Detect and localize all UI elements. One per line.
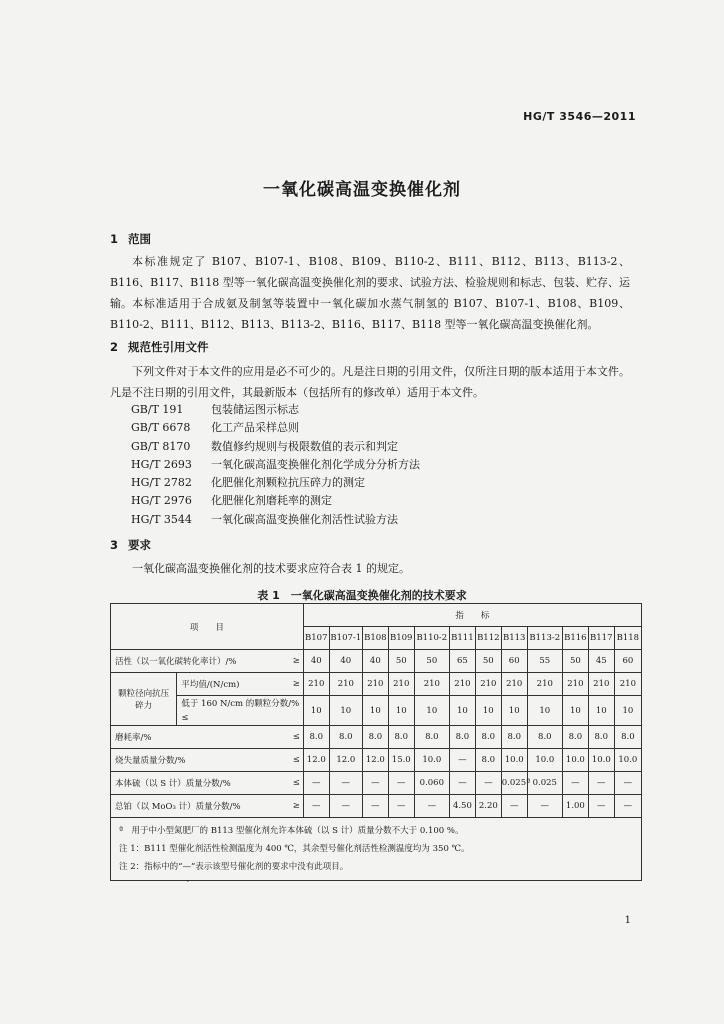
- table-cell: —: [388, 772, 414, 795]
- reference-item: GB/T 8170 数值修约规则与极限数值的表示和判定: [131, 439, 398, 453]
- model-header-cell: B110-2: [414, 627, 449, 650]
- section-title: 规范性引用文件: [128, 340, 209, 354]
- row-operator: ≥: [274, 795, 303, 818]
- table-caption: 表 1 一氧化碳高温变换催化剂的技术要求: [257, 589, 467, 602]
- table-cell: 0.025: [527, 772, 562, 795]
- row-label: 平均值/(N/cm): [177, 673, 274, 696]
- table-cell: —: [588, 795, 614, 818]
- model-header-cell: B113: [501, 627, 527, 650]
- table-cell: 45: [588, 650, 614, 673]
- table-cell: 8.0: [588, 726, 614, 749]
- table-cell: 10: [303, 696, 329, 726]
- table-cell: 8.0: [362, 726, 388, 749]
- table-cell: —: [614, 795, 641, 818]
- table-cell: —: [303, 795, 329, 818]
- table-cell: 210: [527, 673, 562, 696]
- table-cell: 10.0: [527, 749, 562, 772]
- table-notes: [111, 818, 642, 881]
- model-header-cell: B113-2: [527, 627, 562, 650]
- table-cell: 10.0: [562, 749, 588, 772]
- model-header-cell: B111: [449, 627, 475, 650]
- section-number: 1: [110, 232, 119, 246]
- table-row: [111, 696, 642, 726]
- reference-item: HG/T 2782 化肥催化剂颗粒抗压碎力的测定: [131, 476, 365, 490]
- table-cell: 8.0: [562, 726, 588, 749]
- table-cell: 50: [562, 650, 588, 673]
- row-label: 本体硫（以 S 计）质量分数/%: [111, 772, 275, 795]
- table-cell: —: [527, 795, 562, 818]
- table-cell: 10: [388, 696, 414, 726]
- page-number: 1: [624, 915, 631, 926]
- section-title: 要求: [128, 538, 151, 552]
- table-cell: —: [362, 795, 388, 818]
- table-cell: 4.50: [449, 795, 475, 818]
- table-header-row: [111, 604, 642, 627]
- model-header-cell: B118: [614, 627, 641, 650]
- table-cell: 10.0: [501, 749, 527, 772]
- table-cell: 10: [414, 696, 449, 726]
- table-cell: 210: [329, 673, 362, 696]
- table-cell: 210: [475, 673, 501, 696]
- table-cell: 2.20: [475, 795, 501, 818]
- table-cell: 8.0: [388, 726, 414, 749]
- row-operator: ≤: [274, 726, 303, 749]
- section-title: 范围: [128, 232, 151, 246]
- table-cell: 10: [329, 696, 362, 726]
- table-cell: 10: [501, 696, 527, 726]
- table-cell: 8.0: [527, 726, 562, 749]
- table-cell: 8.0: [475, 726, 501, 749]
- table-cell: —: [449, 749, 475, 772]
- table-cell: 210: [562, 673, 588, 696]
- table-row: [111, 673, 642, 696]
- table-cell: 40: [303, 650, 329, 673]
- table-cell: —: [388, 795, 414, 818]
- scope-paragraph-1: 本标准规定了 B107、B107-1、B108、B109、B110-2、B111、B112、B113、B113-2、B116、B117、B118 型等一氧化碳高温变换催化剂的要求、试验方法、检验规则和标志、包装、贮存、运输。: [110, 255, 630, 310]
- section-heading-requirements: [110, 537, 151, 553]
- row-operator: ≤: [274, 749, 303, 772]
- table-cell: 8.0: [303, 726, 329, 749]
- table-cell: 8.0: [614, 726, 641, 749]
- table-cell: 60: [614, 650, 641, 673]
- footnote-a: ª 用于中小型氮肥厂的 B113 型催化剂允许本体硫（以 S 计）质量分数不大于 0.100 %。: [119, 826, 464, 836]
- table-cell: 10.0: [414, 749, 449, 772]
- table-cell: 10: [449, 696, 475, 726]
- table-cell: 8.0: [501, 726, 527, 749]
- table-cell: 12.0: [303, 749, 329, 772]
- table-cell: 1.00: [562, 795, 588, 818]
- table-cell: 55: [527, 650, 562, 673]
- index-header: 指 标: [303, 604, 641, 627]
- table-cell: 15.0: [388, 749, 414, 772]
- table-cell: 40: [329, 650, 362, 673]
- table-cell: 60: [501, 650, 527, 673]
- row-operator: ≤: [274, 772, 303, 795]
- table-cell: 50: [475, 650, 501, 673]
- reference-item: HG/T 2976 化肥催化剂磨耗率的测定: [131, 494, 332, 508]
- table-cell: —: [303, 772, 329, 795]
- row-label: 低于 160 N/cm 的颗粒分数/% ≤: [177, 696, 303, 726]
- model-header-cell: B107: [303, 627, 329, 650]
- table-cell: —: [501, 795, 527, 818]
- table-cell: 10: [362, 696, 388, 726]
- table-cell: 10: [475, 696, 501, 726]
- table-row: [111, 650, 642, 673]
- section-number: 2: [110, 340, 119, 354]
- table-cell: 8.0: [414, 726, 449, 749]
- requirements-intro: 一氧化碳高温变换催化剂的技术要求应符合表 1 的规定。: [132, 562, 410, 575]
- row-operator: ≥: [274, 673, 303, 696]
- note-2: 注 2：指标中的“—”表示该型号催化剂的要求中没有此项目。: [119, 862, 349, 872]
- section-number: 3: [110, 538, 119, 552]
- row-label: 活性（以一氧化碳转化率计）/%: [111, 650, 275, 673]
- section-heading-normative: [110, 339, 209, 355]
- reference-item: GB/T 6678 化工产品采样总则: [131, 421, 299, 435]
- table-cell: —: [562, 772, 588, 795]
- table-row: [111, 749, 642, 772]
- table-cell: 65: [449, 650, 475, 673]
- table-row: [111, 726, 642, 749]
- table-cell: —: [329, 795, 362, 818]
- row-label: 烧失量质量分数/%: [111, 749, 275, 772]
- table-row: [111, 772, 642, 795]
- reference-item: HG/T 2693 一氧化碳高温变换催化剂化学成分分析方法: [131, 457, 420, 471]
- table-cell: 10: [588, 696, 614, 726]
- spec-table: [110, 603, 642, 881]
- table-cell: 210: [303, 673, 329, 696]
- model-header-cell: B117: [588, 627, 614, 650]
- note-1: 注 1：B111 型催化剂活性检测温度为 400 ℃，其余型号催化剂活性检测温度均为 350 ℃。: [119, 844, 470, 854]
- table-cell: 10.0: [614, 749, 641, 772]
- model-header-cell: B116: [562, 627, 588, 650]
- model-header-cell: B107-1: [329, 627, 362, 650]
- item-header: 项 目: [111, 604, 304, 650]
- reference-item: HG/T 3544 一氧化碳高温变换催化剂活性试验方法: [131, 512, 398, 526]
- row-label: 磨耗率/%: [111, 726, 275, 749]
- model-header-cell: B109: [388, 627, 414, 650]
- table-row: [111, 795, 642, 818]
- table-cell: 10: [527, 696, 562, 726]
- table-cell: 8.0: [475, 749, 501, 772]
- table-cell: 210: [449, 673, 475, 696]
- model-header-cell: B108: [362, 627, 388, 650]
- table-cell: —: [475, 772, 501, 795]
- model-header-cell: B112: [475, 627, 501, 650]
- table-cell: 210: [388, 673, 414, 696]
- table-cell: 50: [388, 650, 414, 673]
- table-cell: 8.0: [329, 726, 362, 749]
- row-label: 总铂（以 MoO₃ 计）质量分数/%: [111, 795, 275, 818]
- table-cell: 210: [362, 673, 388, 696]
- table-cell: 10.0: [588, 749, 614, 772]
- stray-mark: 、: [186, 874, 194, 883]
- table-cell: 12.0: [362, 749, 388, 772]
- table-cell: —: [414, 795, 449, 818]
- table-cell: 210: [501, 673, 527, 696]
- table-cell: 10: [562, 696, 588, 726]
- document-title: 一氧化碳高温变换催化剂: [263, 180, 461, 200]
- reference-item: GB/T 191 包装储运图示标志: [131, 403, 299, 416]
- table-cell: 0.025ª: [501, 772, 527, 795]
- scope-paragraph-2: 本标准适用于合成氨及制氢等装置中一氧化碳加水蒸气制氢的 B107、B107-1、B108、B109、B110-2、B111、B112、B113、B113-2、B116、B117、B118 型等一氧化碳高温变换催化剂。: [110, 297, 630, 331]
- table-cell: 12.0: [329, 749, 362, 772]
- table-cell: 210: [614, 673, 641, 696]
- table-cell: —: [588, 772, 614, 795]
- normative-intro: 下列文件对于本文件的应用是必不可少的。凡是注日期的引用文件，仅所注日期的版本适用于本文件。凡是不注日期的引用文件，其最新版本（包括所有的修改单）适用于本文件。: [110, 365, 630, 399]
- table-cell: 8.0: [449, 726, 475, 749]
- table-cell: —: [449, 772, 475, 795]
- table-cell: —: [614, 772, 641, 795]
- row-group-label: 颗粒径向抗压碎力: [111, 673, 177, 726]
- section-heading-scope: [110, 231, 151, 247]
- reference-list: [131, 401, 420, 529]
- row-operator: ≥: [274, 650, 303, 673]
- table-cell: 10: [614, 696, 641, 726]
- table-cell: 50: [414, 650, 449, 673]
- table-notes-row: [111, 818, 642, 881]
- table-cell: —: [329, 772, 362, 795]
- table-cell: 210: [588, 673, 614, 696]
- table-cell: —: [362, 772, 388, 795]
- table-cell: 40: [362, 650, 388, 673]
- table-cell: 0.060: [414, 772, 449, 795]
- standard-code: HG/T 3546—2011: [523, 110, 636, 123]
- table-cell: 210: [414, 673, 449, 696]
